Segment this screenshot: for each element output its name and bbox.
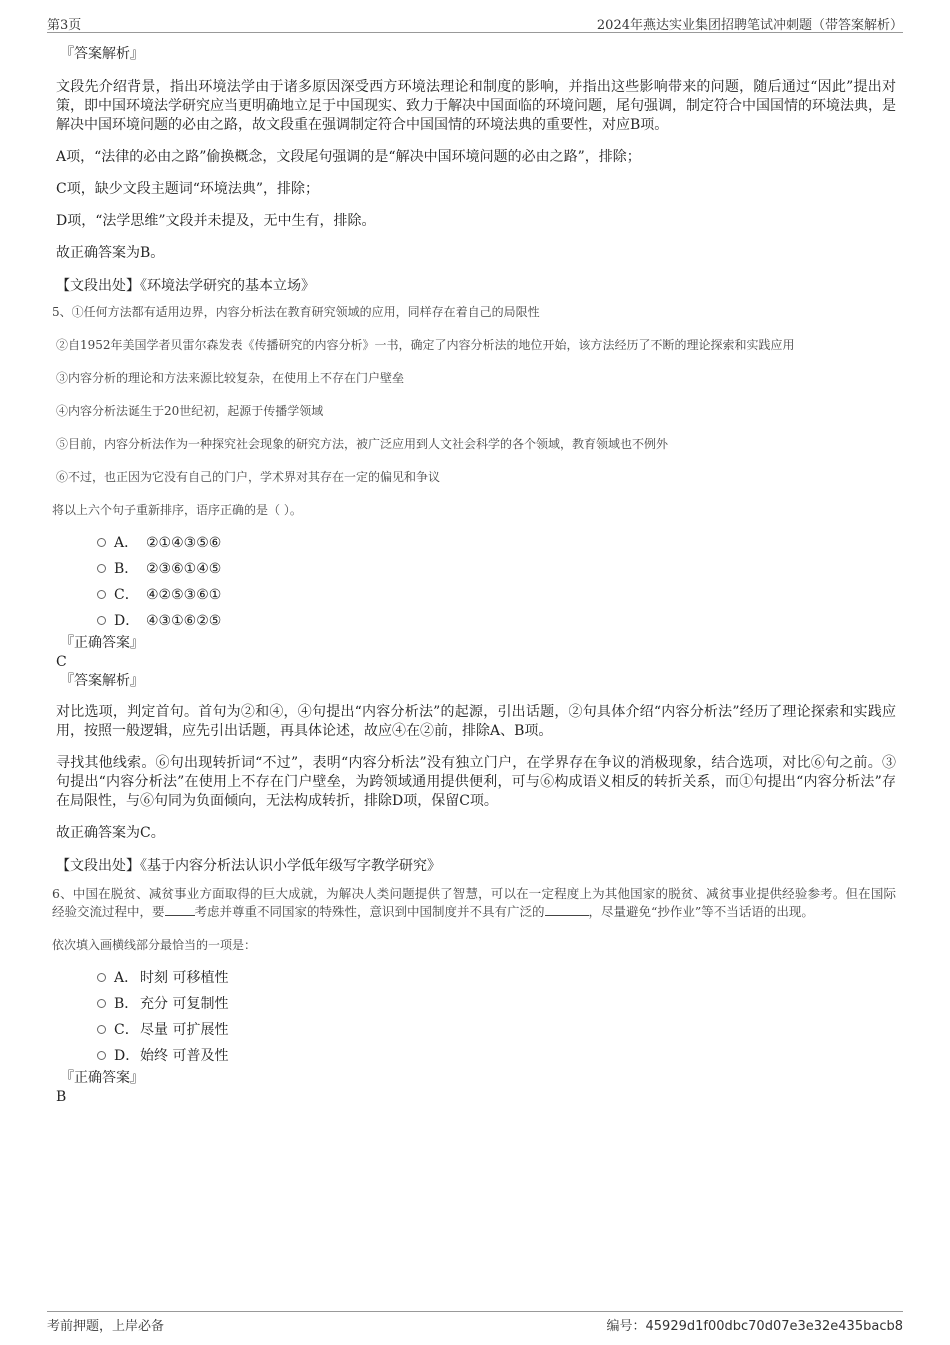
option-letter: A． <box>114 970 139 986</box>
q5-stem-line: ⑤目前，内容分析法作为一种探究社会现象的研究方法，被广泛应用到人文社会科学的各个领域，教育领域也不例外 <box>56 437 669 451</box>
q4-analysis-tag: 『答案解析』 <box>60 46 144 62</box>
option-text: ④②⑤③⑥① <box>146 587 222 603</box>
q6-stem-part: ，尽量避免“抄作业”等不当话语的出现。 <box>588 904 814 919</box>
q6-option-b[interactable] <box>56 994 896 1020</box>
q5-analysis-paragraph: 对比选项，判定首句。首句为②和④，④句提出“内容分析法”的起源，引出话题，②句具体介绍“内容分析法”经历了理论探索和实践应用，按照一般逻辑，应先引出话题，再具体论述，故应④在②前，排除A、B项。 <box>56 704 896 739</box>
q5-stem-line: ③内容分析的理论和方法来源比较复杂，在使用上不存在门户壁垒 <box>56 371 405 385</box>
radio-button[interactable] <box>97 616 106 625</box>
q4-analysis-paragraph: C项，缺少文段主题词“环境法典”，排除； <box>56 181 320 197</box>
serial-label: 编号： <box>606 1319 646 1334</box>
page-content <box>52 44 896 1106</box>
q6-option-d[interactable] <box>56 1046 896 1072</box>
page-number: 第3页 <box>47 18 82 33</box>
option-letter: B． <box>114 561 139 577</box>
q4-analysis-paragraph: D项，“法学思维”文段并未提及，无中生有，排除。 <box>56 213 376 229</box>
q6-prompt: 依次填入画横线部分最恰当的一项是： <box>52 938 257 952</box>
q5-option-d[interactable] <box>56 611 896 637</box>
radio-button[interactable] <box>97 1025 106 1034</box>
footer-serial <box>606 1315 903 1334</box>
q5-analysis-paragraph: 寻找其他线索。⑥句出现转折词“不过”，表明“内容分析法”没有独立门户，在学界存在争议的消极现象，结合选项，对比⑥句之前。③句提出“内容分析法”在使用上不存在门户壁垒，为跨领域通用提供便利，可与⑥构成语义相反的转折关系，而①句提出“内容分析法”存在局限性，与⑥句同为负面倾向，无法构成转折，排除D项，保留C项。 <box>56 755 896 809</box>
option-text: 始终 可普及性 <box>140 1048 229 1064</box>
q5-analysis-tag: 『答案解析』 <box>60 673 144 689</box>
option-text: 时刻 可移植性 <box>140 970 229 986</box>
q6-correct-answer: B <box>56 1089 67 1105</box>
radio-button[interactable] <box>97 538 106 547</box>
q4-analysis-paragraph: 文段先介绍背景，指出环境法学由于诸多原因深受西方环境法理论和制度的影响，并指出这些影响带来的问题，随后通过“因此”提出对策，即中国环境法学研究应当更明确地立足于中国现实、致力于解决中国面临的环境问题，尾句强调，制定符合中国国情的环境法典，是解决中国环境问题的必由之路，故文段重在强调制定符合中国国情的环境法典的重要性，对应B项。 <box>56 79 896 133</box>
page-header <box>47 12 903 33</box>
q5-option-b[interactable] <box>56 559 896 585</box>
q6-stem <box>52 885 896 921</box>
serial-code: 45929d1f00dbc70d07e3e32e435bacb8 <box>645 1319 903 1334</box>
radio-button[interactable] <box>97 973 106 982</box>
q6-option-a[interactable] <box>56 968 896 994</box>
q5-prompt: 将以上六个句子重新排序，语序正确的是（ ）。 <box>52 503 302 517</box>
q5-correct-answer: C <box>56 654 67 670</box>
q6-blank <box>545 903 589 916</box>
q5-options <box>56 533 896 637</box>
q6-blank <box>165 903 195 916</box>
radio-button[interactable] <box>97 564 106 573</box>
q4-analysis-paragraph: A项，“法律的必由之路”偷换概念，文段尾句强调的是“解决中国环境问题的必由之路”，排除； <box>56 149 641 165</box>
q4-analysis-paragraph: 故正确答案为B。 <box>56 245 165 261</box>
q5-stem-line: ④内容分析法诞生于20世纪初，起源于传播学领域 <box>56 404 324 418</box>
q5-analysis-paragraph: 故正确答案为C。 <box>56 825 165 841</box>
option-letter: D． <box>114 613 140 629</box>
q6-option-c[interactable] <box>56 1020 896 1046</box>
q4-source: 【文段出处】《环境法学研究的基本立场》 <box>56 278 315 294</box>
option-letter: A． <box>114 535 139 551</box>
option-letter: C． <box>114 587 139 603</box>
option-text: 尽量 可扩展性 <box>140 1022 229 1038</box>
q5-stem-line: 5、①任何方法都有适用边界，内容分析法在教育研究领域的应用，同样存在着自己的局限性 <box>52 305 540 319</box>
document-title: 2024年燕达实业集团招聘笔试冲刺题（带答案解析） <box>596 18 903 33</box>
q6-correct-tag: 『正确答案』 <box>60 1070 144 1086</box>
radio-button[interactable] <box>97 590 106 599</box>
page-footer <box>47 1311 903 1332</box>
q5-option-c[interactable] <box>56 585 896 611</box>
footer-slogan: 考前押题，上岸必备 <box>47 1319 165 1334</box>
option-text: ②③⑥①④⑤ <box>146 561 222 577</box>
option-letter: D． <box>114 1048 140 1064</box>
q5-correct-tag: 『正确答案』 <box>60 635 144 651</box>
q6-stem-part: 考虑并尊重不同国家的特殊性，意识到中国制度并不具有广泛的 <box>194 904 545 919</box>
option-text: ④③①⑥②⑤ <box>146 613 222 629</box>
option-text: 充分 可复制性 <box>140 996 229 1012</box>
q6-stem-part: 6、中国在脱贫、减贫事业方面取得的巨大成就，为解决人类问题提供了智慧，可以在一定程度上为其他国家的脱贫、减贫事业提供经验参考。但在国际经验交流过程中，要 <box>52 886 896 919</box>
q5-stem-line: ⑥不过，也正因为它没有自己的门户，学术界对其存在一定的偏见和争议 <box>56 470 441 484</box>
q6-options <box>56 968 896 1072</box>
radio-button[interactable] <box>97 999 106 1008</box>
q5-option-a[interactable] <box>56 533 896 559</box>
option-text: ②①④③⑤⑥ <box>146 535 222 551</box>
q5-source: 【文段出处】《基于内容分析法认识小学低年级写字教学研究》 <box>56 858 441 874</box>
q5-stem-line: ②自1952年美国学者贝雷尔森发表《传播研究的内容分析》一书，确定了内容分析法的地位开始，该方法经历了不断的理论探索和实践应用 <box>56 338 795 352</box>
option-letter: B． <box>114 996 139 1012</box>
option-letter: C． <box>114 1022 139 1038</box>
radio-button[interactable] <box>97 1051 106 1060</box>
